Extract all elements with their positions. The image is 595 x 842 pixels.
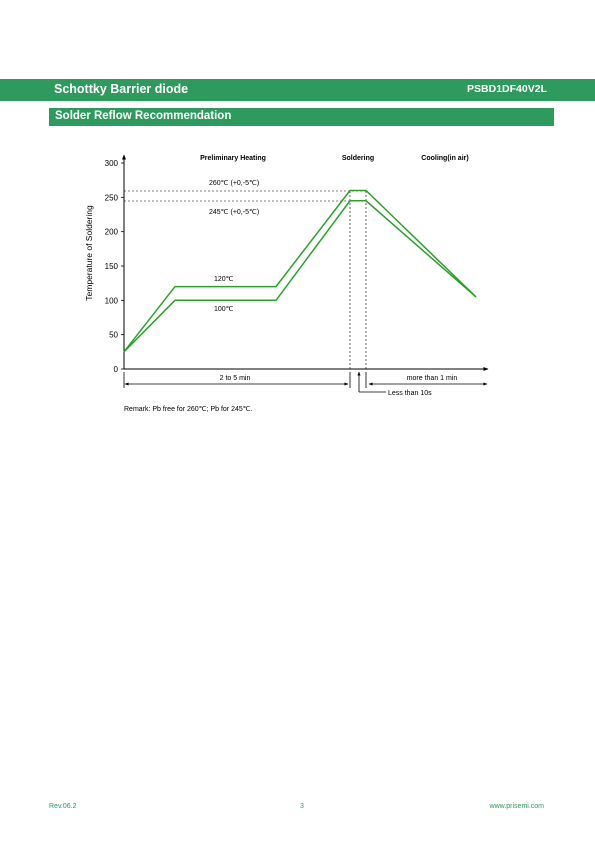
phase-label-soldering: Soldering [341,155,375,162]
reflow-curve-pb-free [124,191,476,352]
footer-revision: Rev.06.2 [49,803,77,810]
preheat-duration-label: 2 to 5 min [219,375,251,382]
y-tick-label-300: 300 [104,159,118,168]
y-tick-label-50: 50 [109,330,118,340]
annotation-120: 120℃ [214,276,234,283]
y-tick-label-250: 250 [104,193,118,203]
y-axis-title: Temperature of Soldering [84,205,94,301]
phase-label-preliminary-heating: Preliminary Heating [200,155,266,162]
remark: Remark: Pb free for 260℃; Pb for 245℃. [124,406,253,413]
footer-website: www.prisemi.com [489,803,544,810]
annotation-100: 100℃ [214,306,234,313]
phase-label-cooling: Cooling(in air) [421,155,469,162]
annotation-260: 260℃ (+0,-5℃) [209,180,260,187]
y-tick-label-200: 200 [104,227,118,237]
cooling-duration-label: more than 1 min [406,375,458,382]
annotation-245: 245℃ (+0,-5℃) [209,209,260,216]
footer-page-number: 3 [300,803,304,810]
reflow-curve-pb [124,201,476,352]
part-number: PSBD1DF40V2L [467,83,547,95]
document-title: Schottky Barrier diode [54,82,189,96]
y-tick-label-0: 0 [113,365,118,374]
solder-window-label: Less than 10s [388,390,432,397]
section-title: Solder Reflow Recommendation [55,110,232,122]
y-tick-label-100: 100 [104,296,118,306]
y-tick-label-150: 150 [104,262,118,271]
